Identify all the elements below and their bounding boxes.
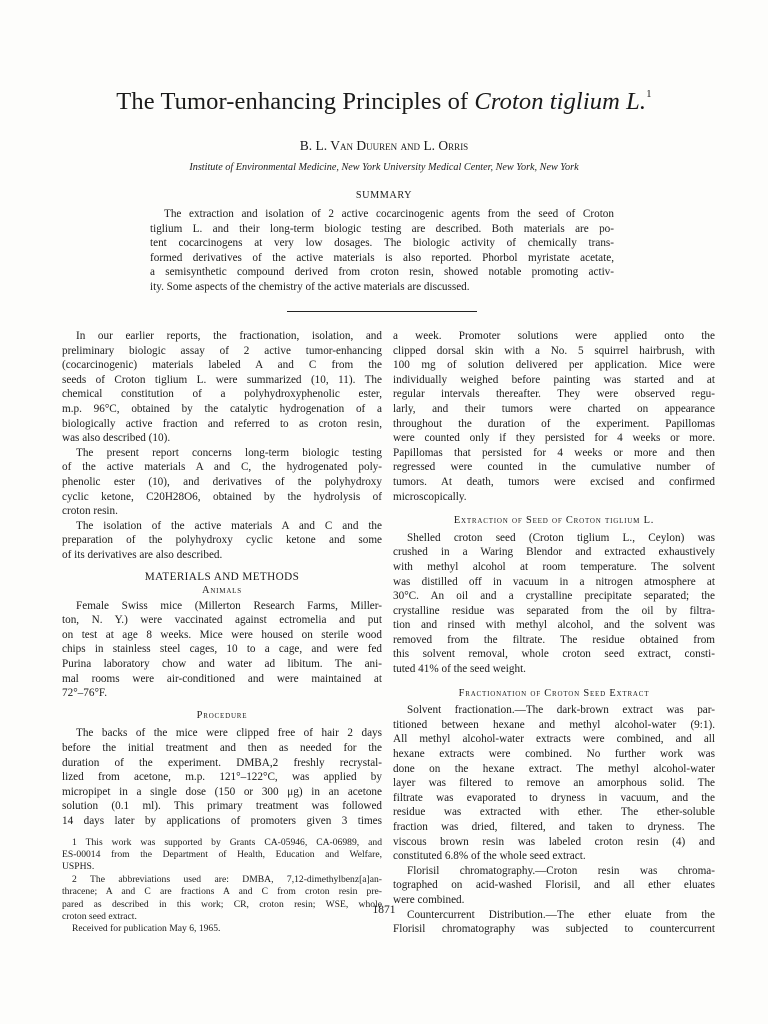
body-line: with methyl alcohol at room temperature. The solvent <box>393 560 715 573</box>
body-line: regressed were counted in the cumulative number of <box>393 461 715 474</box>
body-line: larly, and their tumors were charted on appearance <box>393 402 715 415</box>
body-line: microscopically. <box>393 490 467 503</box>
body-line: chemical constitution of a polyhydroxyphenolic ester, <box>62 388 382 401</box>
body-line: fraction was dried, filtered, and taken to dryness. The <box>393 821 715 833</box>
animals-heading: Animals <box>202 585 242 597</box>
body-line: filtrate was evaporated to dryness in vacuum, and the <box>393 791 715 804</box>
body-line: tographed on acid-washed Florisil, and all ether eluates <box>393 879 715 892</box>
body-line: Shelled croton seed (Croton tiglium L., Ceylon) was <box>407 531 715 544</box>
body-line: cyclic ketone, C20H28O6, obtained by the hydrolysis of <box>62 490 382 503</box>
body-line: preparation of the polyhydroxy cyclic ketone and some <box>62 534 382 547</box>
footnote-line: ES-00014 from the Department of Health, Education and Welfare, <box>62 848 382 860</box>
body-line: tumors. At death, tumors were excised and confirmed <box>393 475 715 488</box>
body-line: regular intervals thereafter. They were observed regu- <box>393 388 715 401</box>
body-line: on test at age 8 weeks. Mice were housed on sterile wood <box>62 628 382 641</box>
article-title <box>0 88 768 116</box>
footnote-line: thracene; A and C are fractions A and C from croton resin pre- <box>62 886 382 898</box>
body-line: before the initial treatment and then as needed for the <box>62 742 382 755</box>
body-line: duration of the experiment. DMBA,2 freshly recrystal- <box>62 756 382 769</box>
title-species: Croton tiglium L. <box>474 88 647 115</box>
body-line: seeds of Croton tiglium L. were summarized (10, 11). The <box>62 373 382 386</box>
body-line: Countercurrent Distribution.—The ether eluate from the <box>407 908 715 921</box>
body-line: The present report concerns long-term biologic testing <box>76 446 382 459</box>
body-line: In our earlier reports, the fractionation, isolation, and <box>76 330 382 342</box>
body-line: of the active materials A and C, the hydrogenated poly- <box>62 461 382 474</box>
body-line: throughout the duration of the experiment. Papillomas <box>393 417 715 430</box>
summary-line: formed derivatives of the active materials is also reported. Phorbol myristate acetate, <box>150 251 614 264</box>
body-line: residue was extracted with ether. The ether-soluble <box>393 806 715 819</box>
body-line: ton, N. Y.) were vaccinated against ectromelia and put <box>62 614 382 627</box>
body-line: crystalline residue was separated from the oil by filtra- <box>393 604 715 617</box>
body-line: 14 days later by applications of promoters given 3 times <box>62 815 382 827</box>
footnote-line: 1 This work was supported by Grants CA-05946, CA-06989, and <box>72 836 382 848</box>
body-line: lized from acetone, m.p. 121°–122°C, was applied by <box>62 771 382 784</box>
title-main: The Tumor-enhancing Principles of <box>116 88 475 115</box>
footnote-line: croton seed extract. <box>62 910 137 922</box>
methods-heading: MATERIALS AND METHODS <box>144 570 300 583</box>
left-column <box>62 329 382 936</box>
body-line: Solvent fractionation.—The dark-brown extract was par- <box>407 704 715 717</box>
body-line: was also described (10). <box>62 432 171 445</box>
footnote-line: USPHS. <box>62 861 95 873</box>
body-line: tuted 41% of the seed weight. <box>393 663 526 676</box>
right-column <box>393 329 715 937</box>
body-line: preliminary biologic assay of 2 active tumor-enhancing <box>62 344 382 357</box>
body-line: phenolic ester (10), and derivatives of the polyhydroxy <box>62 475 382 488</box>
author-line <box>0 138 768 154</box>
spacer <box>62 563 382 570</box>
body-line: constituted 6.8% of the whole seed extract. <box>393 850 586 863</box>
body-line: Florisil chromatography was subjected to countercurrent <box>393 923 715 936</box>
body-line: Purina laboratory chow and water ad libitum. The ani- <box>62 658 382 671</box>
fractionation-heading: Fractionation of Croton Seed Extract <box>458 687 650 699</box>
received-date: Received for publication May 6, 1965. <box>72 923 221 935</box>
body-line: tion and rinsed with methyl alcohol, and the solvent was <box>393 619 715 632</box>
summary-line: ity. Some aspects of the chemistry of the active materials are discussed. <box>150 280 470 293</box>
body-line: croton resin. <box>62 505 118 518</box>
body-line: 100 mg of solution delivered per application. Mice were <box>393 359 715 372</box>
body-line: Florisil chromatography.—Croton resin was chroma- <box>407 864 715 877</box>
body-line: clipped dorsal skin with a No. 5 squirrel hairbrush, with <box>393 344 715 357</box>
affiliation: Institute of Environmental Medicine, New York University Medical Center, New York, New York <box>189 162 579 173</box>
body-line: (cocarcinogenic) materials labeled A and C from the <box>62 359 382 372</box>
body-line: viscous brown resin was labeled croton resin (4) and <box>393 835 715 848</box>
body-line: was distilled off in vacuum in a nitrogen atmosphere at <box>393 575 715 588</box>
body-line: crushed in a Waring Blendor and extracted exhaustively <box>393 546 715 559</box>
body-line: mal rooms were air-conditioned and were maintained at <box>62 672 382 685</box>
body-line: were combined. <box>393 893 465 906</box>
spacer <box>393 677 715 687</box>
body-line: individually weighed before painting was started and at <box>393 373 715 386</box>
extraction-heading: Extraction of Seed of Croton tiglium L. <box>453 515 655 527</box>
body-line: layer was filtered to remove an amorphous solid. The <box>393 777 715 790</box>
spacer <box>62 701 382 709</box>
body-line: a week. Promoter solutions were applied onto the <box>393 330 715 342</box>
body-line: biologically active fraction and referred to as croton resin, <box>62 417 382 430</box>
summary-block <box>150 207 614 295</box>
body-line: chips in stainless steel cages, 10 to a cage, and were fed <box>62 643 382 656</box>
body-line: removed from the filtrate. The residue obtained from <box>393 633 715 646</box>
summary-line: tent cocarcinogens at very low dosages. The biologic activity of chemically trans- <box>150 237 614 250</box>
footnote-line: 2 The abbreviations used are: DMBA, 7,12-dimethylbenz[a]an- <box>72 873 382 885</box>
author-1: B. L. Van Duuren <box>299 138 398 153</box>
section-divider <box>287 311 477 312</box>
body-line: this solvent removal, whole croton seed extract, consti- <box>393 648 715 661</box>
body-line: done on the hexane extract. The methyl alcohol-water <box>393 762 715 775</box>
summary-heading: SUMMARY <box>355 190 413 201</box>
body-line: micropipet in a single dose (150 or 300 μg) in an acetone <box>62 785 382 798</box>
body-line: titioned between hexane and methyl alcohol-water (9:1). <box>393 718 715 731</box>
body-line: of its derivatives are also described. <box>62 548 223 561</box>
spacer <box>62 829 382 837</box>
body-line: were counted only if they persisted for 4 weeks or more. <box>393 432 715 445</box>
author-2: L. Orris <box>423 138 469 153</box>
title-footnote-mark: 1 <box>646 88 652 100</box>
summary-line: The extraction and isolation of 2 active cocarcinogenic agents from the seed of Croton <box>164 208 614 220</box>
body-line: solution (0.1 ml). This primary treatment was followed <box>62 800 382 813</box>
spacer <box>393 504 715 514</box>
body-line: hexane extracts were combined. No further work was <box>393 748 715 761</box>
body-line: Papillomas that persisted for 4 weeks or more and then <box>393 446 715 459</box>
body-line: The backs of the mice were clipped free of hair 2 days <box>76 727 382 740</box>
body-line: All methyl alcohol-water extracts were combined, and all <box>393 733 715 746</box>
summary-line: tiglium L. and their long-term biologic testing are described. Both materials are po- <box>150 222 614 235</box>
body-line: 30°C. An oil and a crystalline precipitate separated; the <box>393 590 715 603</box>
body-line: m.p. 96°C, obtained by the catalytic hydrogenation of a <box>62 402 382 415</box>
summary-line: a semisynthetic compound derived from croton resin, showed notable promoting activ- <box>150 266 614 279</box>
body-line: Female Swiss mice (Millerton Research Farms, Miller- <box>76 599 382 612</box>
footnote-line: pared as described in this work; CR, croton resin; WSE, whole <box>62 898 382 910</box>
body-line: The isolation of the active materials A and C and the <box>76 519 382 532</box>
body-line: 72°–76°F. <box>62 687 108 700</box>
procedure-heading: Procedure <box>196 709 248 721</box>
author-and: and <box>400 138 421 153</box>
page-number: 1871 <box>372 904 396 916</box>
